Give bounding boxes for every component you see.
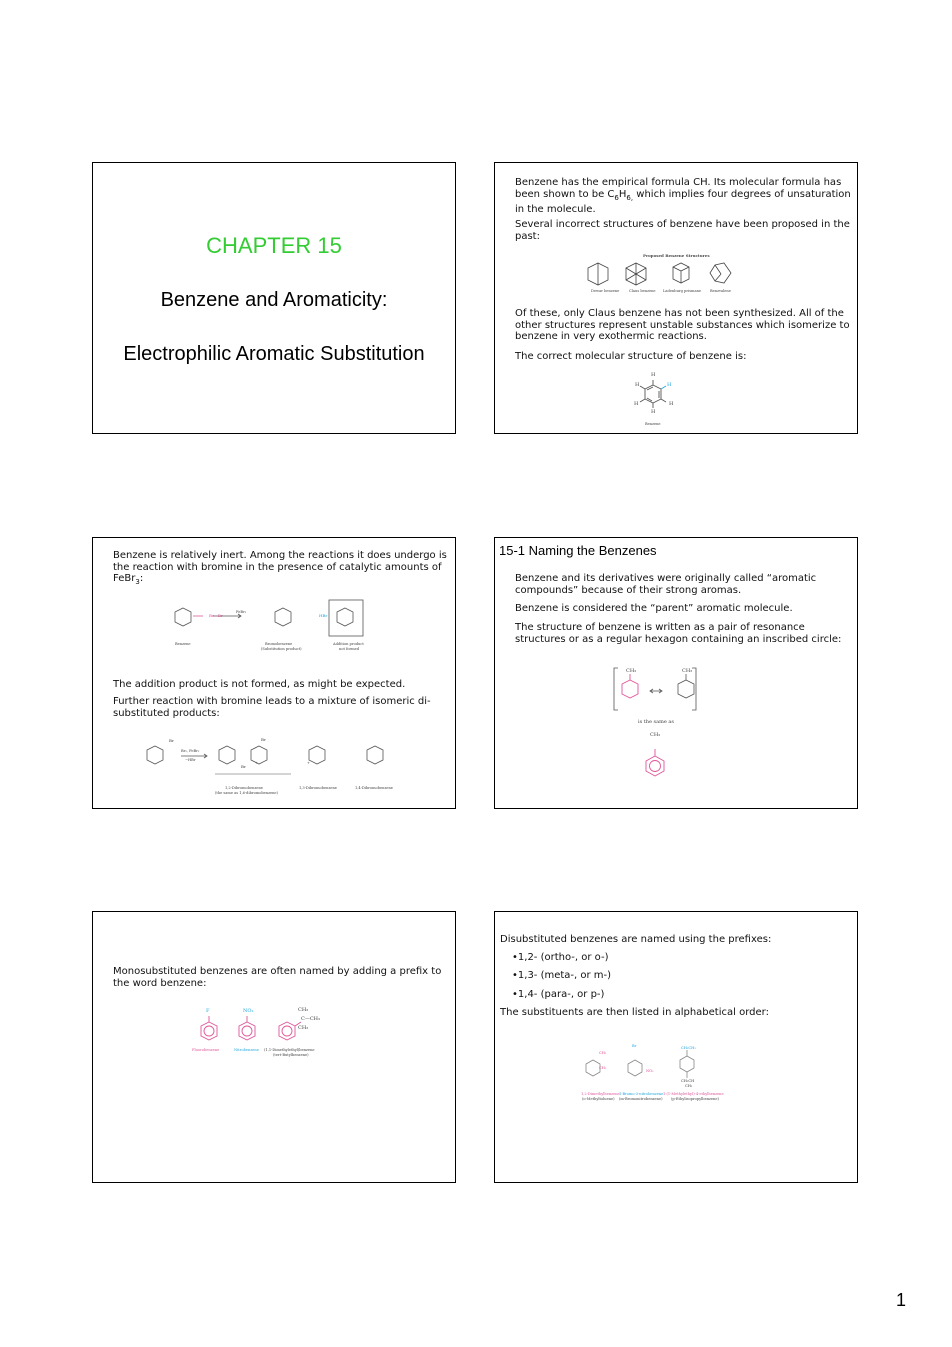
bromonitrobenzene-alt-name: (m-Bromonitrobenzene) bbox=[619, 1097, 663, 1101]
further-reaction-paragraph: Further reaction with bromine leads to a mixture of isomeric di-substituted products: bbox=[113, 696, 431, 719]
inert-paragraph bbox=[113, 550, 453, 589]
benzvalene-label: Benzvalene bbox=[710, 289, 731, 293]
plus-sign-2: + bbox=[307, 761, 311, 765]
m-dibromobenzene bbox=[309, 746, 325, 764]
bullet-meta: •1,3- (meta-, or m-) bbox=[512, 970, 612, 981]
inert-text: Benzene is relatively inert. Among the reactions it does undergo is the reaction with bromine in the presence of catalytic amounts of FeBr bbox=[113, 550, 447, 584]
formula-paragraph bbox=[515, 177, 853, 216]
bromobenzene-start bbox=[147, 746, 163, 764]
slide-disubstituted bbox=[494, 911, 858, 1183]
bromobenzene-label: Bromobenzene bbox=[265, 642, 293, 646]
ethylisopropyl-name: 1-(1-Methylethyl)-4-ethylbenzene bbox=[663, 1092, 724, 1096]
formula-text-b: which implies four degrees of unsaturation in the molecule. bbox=[515, 188, 851, 215]
addition-label: Addition product bbox=[333, 642, 364, 646]
ethylisopropyl-alt-name: (p-Ethylisopropylbenzene) bbox=[671, 1097, 719, 1101]
ch3-label-p: CH₃ bbox=[685, 1084, 693, 1088]
h-label-left-bottom: H bbox=[634, 401, 639, 407]
prismane-label: Ladenburg prismane bbox=[663, 289, 702, 293]
bromonitrobenzene-ring bbox=[628, 1060, 642, 1076]
page-number: 1 bbox=[896, 1290, 907, 1310]
tert-butylbenzene-ring bbox=[279, 1022, 295, 1040]
addition-product-box bbox=[329, 600, 363, 636]
bullet-ortho: •1,2- (ortho-, or o-) bbox=[512, 952, 609, 963]
alphabetical-paragraph: The substituents are then listed in alphabetical order: bbox=[500, 1007, 769, 1018]
bromobenzene-product bbox=[275, 608, 291, 626]
circle-benzene bbox=[646, 756, 664, 776]
monosubstituted-figure bbox=[189, 1004, 339, 1049]
ch3-top-label: CH₃ bbox=[298, 1007, 309, 1013]
formula-sub-1: 6 bbox=[614, 193, 619, 202]
hbr-byproduct: HBr bbox=[319, 613, 328, 618]
h-label-right-bottom: H bbox=[669, 401, 674, 407]
plus-sign-1: + bbox=[255, 761, 259, 765]
isopropyl-label-p: CH₃CH bbox=[681, 1079, 695, 1083]
inert-colon: : bbox=[139, 573, 144, 584]
fluorobenzene-ring bbox=[201, 1022, 217, 1040]
nitrobenzene-name: Nitrobenzene bbox=[234, 1048, 259, 1052]
ethyl-label-p: CH₂CH₃ bbox=[681, 1046, 696, 1050]
fluorobenzene-name: Fluorobenzene bbox=[192, 1048, 220, 1052]
proposed-structures-title: Proposed Benzene Structures bbox=[643, 253, 710, 258]
chapter-heading: CHAPTER 15 bbox=[206, 233, 342, 258]
benzene-reactant bbox=[175, 608, 191, 626]
o-xylene-ring bbox=[586, 1060, 600, 1076]
prefix-intro: Disubstituted benzenes are named using the prefixes: bbox=[500, 934, 772, 945]
no2-label-m: NO₂ bbox=[646, 1069, 654, 1073]
ortho-alt-name: (the same as 1,6-dibromobenzene) bbox=[215, 791, 278, 795]
claus-label: Claus benzene bbox=[629, 289, 656, 293]
aromatic-paragraph: Benzene and its derivatives were originally called “aromatic compounds” because of their strong aromas. bbox=[515, 573, 817, 596]
disubstituted-figure bbox=[579, 1040, 739, 1100]
nitrobenzene-ring bbox=[239, 1022, 255, 1040]
f-label: F bbox=[206, 1008, 210, 1014]
ch3-label-o1: CH₃ bbox=[599, 1051, 607, 1055]
dewar-label: Dewar benzene bbox=[591, 289, 620, 293]
tert-butyl-alt-name: (tert-Butylbenzene) bbox=[273, 1053, 309, 1057]
dibrom-byproduct: −HBr bbox=[185, 758, 196, 762]
benzene-label: Benzene bbox=[175, 642, 191, 646]
ch3-label-o2: CH₃ bbox=[599, 1066, 607, 1070]
p-dibromobenzene bbox=[367, 746, 383, 764]
slide-monosubstituted bbox=[92, 911, 456, 1183]
addition-product bbox=[337, 608, 353, 626]
resonance-form-1 bbox=[622, 680, 638, 698]
methyltoluene-name: (o-Methyltoluene) bbox=[582, 1097, 615, 1101]
febr3-catalyst: FeBr₃ bbox=[236, 610, 247, 614]
h-label-left-top: H bbox=[635, 382, 640, 388]
title-line-1: Benzene and Aromaticity: bbox=[160, 289, 388, 311]
monosubstituted-paragraph: Monosubstituted benzenes are often named by adding a prefix to the word benzene: bbox=[113, 966, 442, 989]
title-line-2: Electrophilic Aromatic Substitution bbox=[123, 343, 425, 365]
no2-label: NO₂ bbox=[243, 1008, 254, 1014]
ch3-label-3: CH₃ bbox=[650, 732, 661, 738]
bullet-para: •1,4- (para-, or p-) bbox=[512, 989, 605, 1000]
resonance-form-2 bbox=[678, 680, 694, 698]
dibromination-figure bbox=[141, 734, 411, 784]
section-title: 15-1 Naming the Benzenes bbox=[499, 543, 657, 558]
slide-benzene-formula bbox=[494, 162, 858, 434]
proposed-structures-figure bbox=[583, 261, 743, 287]
br-label-start: Br bbox=[169, 738, 174, 743]
febr-sub: 3 bbox=[135, 578, 140, 586]
dimethylbenzene-name: 1,2-Dimethylbenzene bbox=[581, 1092, 620, 1096]
o-dibromobenzene bbox=[219, 746, 235, 764]
tert-butyl-name: (1,1-Dimethylethyl)benzene bbox=[264, 1048, 315, 1052]
slide-naming-benzenes bbox=[494, 537, 858, 809]
h-label-bottom: H bbox=[651, 409, 656, 415]
incorrect-structures-paragraph: Several incorrect structures of benzene have been proposed in the past: bbox=[515, 219, 850, 242]
parent-paragraph: Benzene is considered the “parent” aromatic molecule. bbox=[515, 603, 793, 614]
ortho-name: 1,2-Dibromobenzene bbox=[225, 786, 263, 790]
para-name: 1,4-Dibromobenzene bbox=[355, 786, 393, 790]
bromination-reaction-figure bbox=[153, 596, 383, 646]
meta-name: 1,3-Dibromobenzene bbox=[299, 786, 337, 790]
ch3-label-2: CH₃ bbox=[682, 668, 693, 674]
slide-chapter-title bbox=[92, 162, 456, 434]
br-label-top: Br bbox=[261, 737, 266, 742]
benzene-caption: Benzene bbox=[645, 422, 661, 426]
correct-structure-paragraph: The correct molecular structure of benzene is: bbox=[515, 351, 747, 362]
claus-paragraph: Of these, only Claus benzene has not been synthesized. All of the other structures represent unstable substances which isomerize to benzene in very exothermic reactions. bbox=[515, 308, 850, 342]
addition-not-formed-paragraph: The addition product is not formed, as might be expected. bbox=[113, 679, 406, 690]
br-br-reagent: Br—Br bbox=[209, 613, 223, 618]
formula-sub-2: 6, bbox=[626, 193, 634, 202]
ch3-label-1: CH₃ bbox=[626, 668, 637, 674]
formula-text-a: Benzene has the empirical formula CH. Its molecular formula has been shown to be C bbox=[515, 177, 842, 200]
c-ch3-label: C—CH₃ bbox=[301, 1016, 321, 1022]
o-dibromobenzene-alt bbox=[251, 746, 267, 764]
kekule-benzene-figure bbox=[635, 371, 685, 421]
substitution-label: (Substitution product) bbox=[261, 647, 302, 651]
slide-bromination bbox=[92, 537, 456, 809]
formula-h: H bbox=[618, 188, 627, 200]
bromonitrobenzene-name: 1-Bromo-3-nitrobenzene bbox=[619, 1092, 664, 1096]
resonance-paragraph: The structure of benzene is written as a pair of resonance structures or as a regular hexagon containing an inscribed circle: bbox=[515, 622, 842, 645]
ethylisopropylbenzene-ring bbox=[680, 1056, 694, 1072]
h-label-top: H bbox=[651, 372, 656, 378]
br-label-ortho: Br bbox=[241, 764, 246, 769]
same-as-caption: is the same as bbox=[638, 719, 674, 725]
not-formed-label: not formed bbox=[339, 647, 360, 651]
dibrom-reagent: Br₂, FeBr₃ bbox=[181, 749, 200, 753]
ch3-bottom-label: CH₃ bbox=[298, 1025, 309, 1031]
h-label-blue: H bbox=[667, 382, 672, 388]
br-label-m: Br bbox=[632, 1044, 637, 1048]
